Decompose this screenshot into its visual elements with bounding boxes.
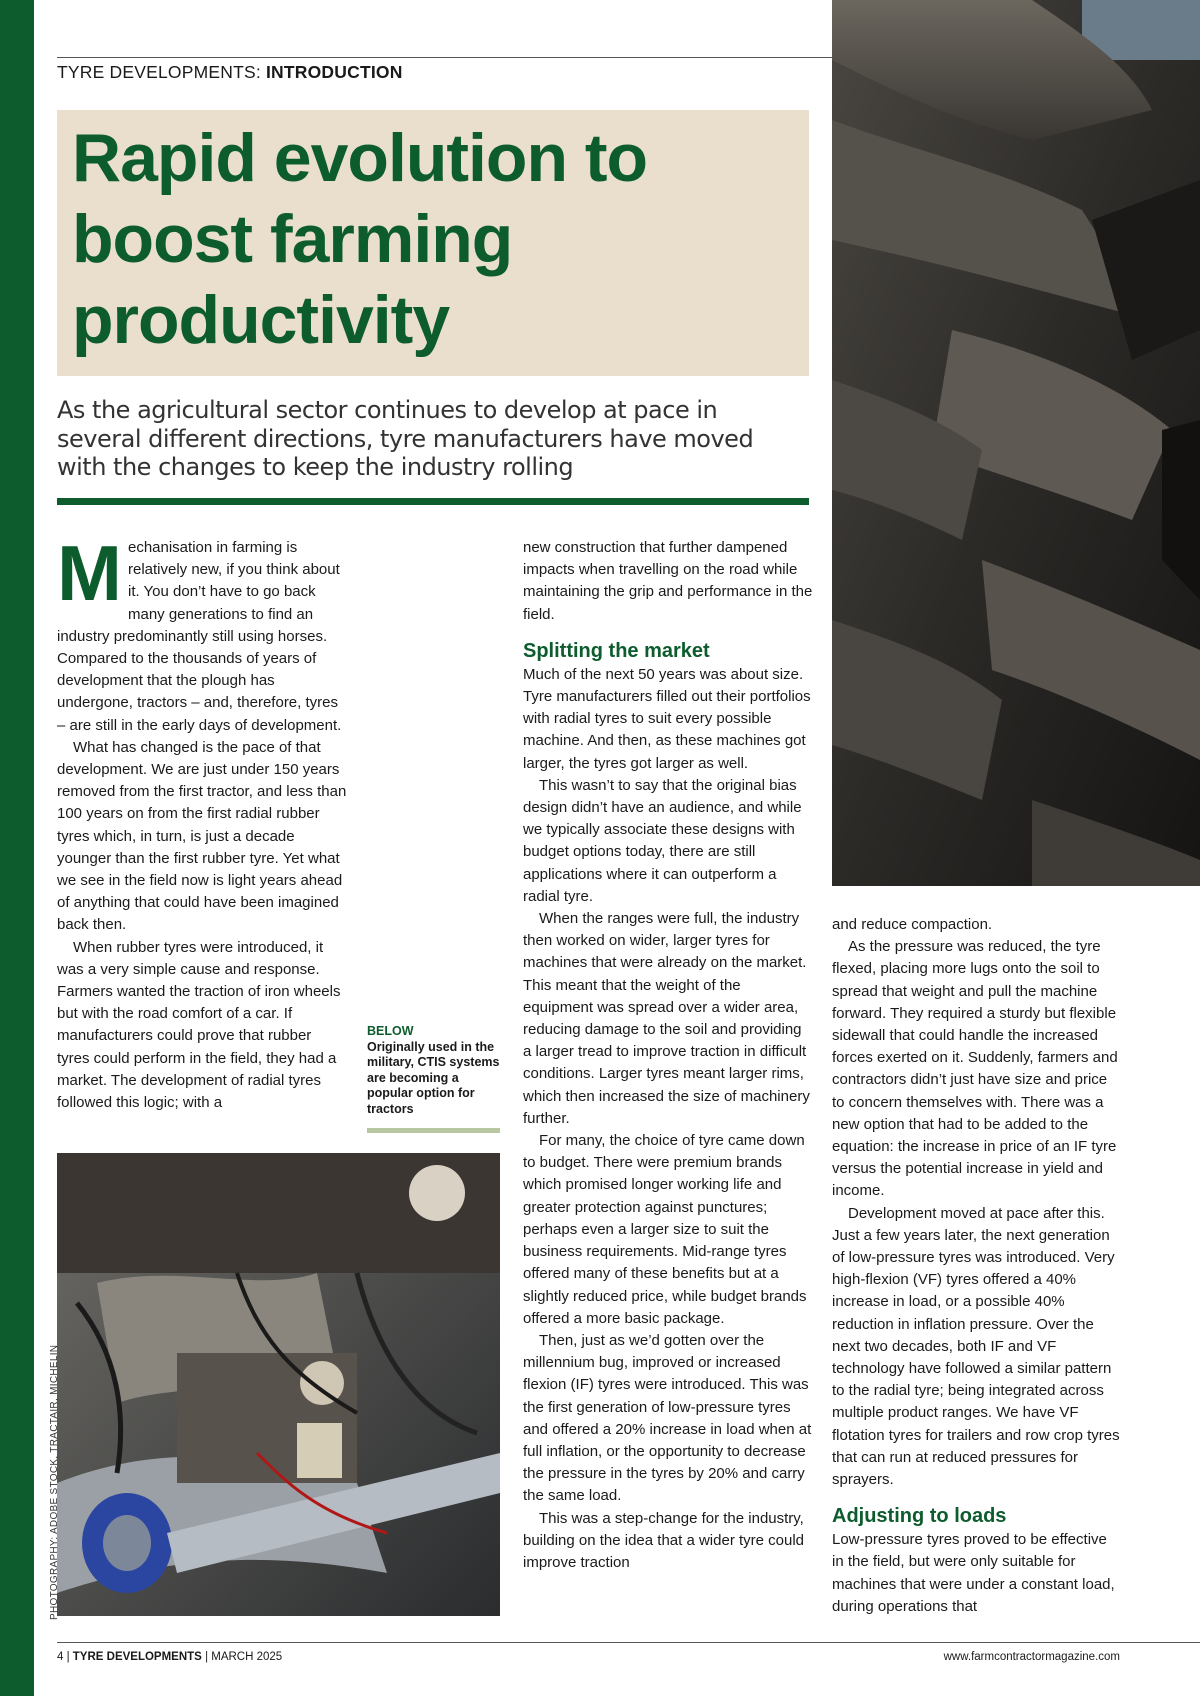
body-paragraph: When the ranges were full, the industry then worked on wider, larger tyres for machines that were already on the market. This meant that the weight of the equipment was spread over a wider area, reducing damage to the soil and providing a larger tread to improve traction in difficult conditions. Larger tyres meant larger rims, which then increased the size of machinery further. [523, 910, 810, 1127]
body-paragraph: What has changed is the pace of that development. We are just under 150 years removed from the first tractor, and less than 100 years on from the first radial rubber tyres which, in turn, is just a decade younger than the first rubber tyre. Yet what we see in the field now is light years ahead of anything that could have been imagined back then. [57, 738, 347, 934]
body-paragraph: echanisation in farming is relatively new, if you think about it. You don’t have to go back many generations to find an industry predominantly still using horses. Compared to the thousands of years of development that the plough has undergone, tractors – and, therefore, tyres – are still in the early days of development. [57, 539, 342, 734]
body-column-3 [832, 914, 1122, 1618]
caption-rule [367, 1128, 500, 1133]
intro-rule [57, 498, 809, 505]
photo-caption [367, 1024, 500, 1117]
top-rule [57, 57, 832, 58]
headline: Rapid evolution to boost farming productivity [72, 120, 648, 358]
body-paragraph: Low-pressure tyres proved to be effective in the field, but were only suitable for machines that were under a constant load, during operations that [832, 1531, 1115, 1615]
body-paragraph: new construction that further dampened impacts when travelling on the road while maintaining the grip and performance in the field. [523, 539, 813, 623]
body-paragraph: and reduce compaction. [832, 916, 993, 933]
standfirst: As the agricultural sector continues to develop at pace in several different directions, tyre manufacturers have moved with the changes to keep the industry rolling [57, 396, 754, 481]
section-label: TYRE DEVELOPMENTS: INTRODUCTION [57, 62, 403, 82]
ctis-photo-illustration [57, 1153, 500, 1616]
body-paragraph: Much of the next 50 years was about size. Tyre manufacturers filled out their portfolios with radial tyres to suit every possible machine. And then, as these machines got larger, the tyres got larger as well. [523, 665, 811, 772]
footer-url[interactable]: www.farmcontractormagazine.com [943, 1651, 1120, 1663]
body-paragraph: This wasn’t to say that the original bias design didn’t have an audience, and while we typically associate these designs with budget options today, there are still applications where it can outperform a radial tyre. [523, 776, 802, 905]
ctis-system-photo [57, 1153, 500, 1616]
body-column-1 [57, 529, 347, 1114]
caption-text: Originally used in the military, CTIS systems are becoming a popular option for tractors [367, 1039, 500, 1116]
drop-cap: M [57, 529, 122, 617]
body-column-2 [523, 537, 813, 1574]
body-paragraph: This was a step-change for the industry, building on the idea that a wider tyre could improve traction [523, 1509, 805, 1571]
body-paragraph: For many, the choice of tyre came down to budget. There were premium brands which promised longer working life and greater protection against punctures; perhaps even a larger size to suit the business requirements. Mid-range tyres offered many of these benefits but at a slightly reduced price, while budget brands offered a more basic package. [523, 1132, 807, 1327]
body-paragraph: Development moved at pace after this. Just a few years later, the next generation of low-pressure tyres was introduced. Very high-flexion (VF) tyres offered a 40% increase in load, or a possible 40% reduction in inflation pressure. Over the next two decades, both IF and VF technology have followed a similar pattern to the radial tyre; being integrated across multiple product ranges. We have VF flotation tyres for trailers and row crop tyres that can run at reduced pressures for sprayers. [832, 1204, 1120, 1489]
body-paragraph: When rubber tyres were introduced, it was a very simple cause and response. Farmers wanted the traction of iron wheels but with the road comfort of a car. If manufacturers could prove that rubber tyres could perform in the field, they had a market. The development of radial tyres followed this logic; with a [57, 938, 341, 1112]
footer-rule [57, 1642, 1200, 1643]
subheading-splitting-the-market: Splitting the market [523, 639, 710, 662]
caption-heading: BELOW [367, 1024, 414, 1038]
subheading-adjusting-to-loads: Adjusting to loads [832, 1505, 1007, 1528]
tyre-tread-photo [832, 0, 1200, 886]
footer-folio: 4 | TYRE DEVELOPMENTS | MARCH 2025 [57, 1651, 283, 1663]
tyre-tread-illustration [832, 0, 1200, 886]
green-margin-strip [0, 0, 34, 1696]
body-paragraph: Then, just as we’d gotten over the millennium bug, improved or increased flexion (IF) tyres were introduced. This was the first generation of low-pressure tyres and offered a 20% increase in load when at full inflation, or the opportunity to decrease the pressure in the tyres by 20% and carry the same load. [523, 1331, 812, 1505]
body-paragraph: As the pressure was reduced, the tyre flexed, placing more lugs onto the soil to spread that weight and pull the machine forward. They required a sturdy but flexible sidewall that could handle the increased forces exerted on it. Suddenly, farmers and contractors didn’t just have size and price to concern themselves with. There was a new option that had to be added to the equation: the increase in price of an IF tyre versus the potential increase in yield and income. [832, 938, 1118, 1200]
